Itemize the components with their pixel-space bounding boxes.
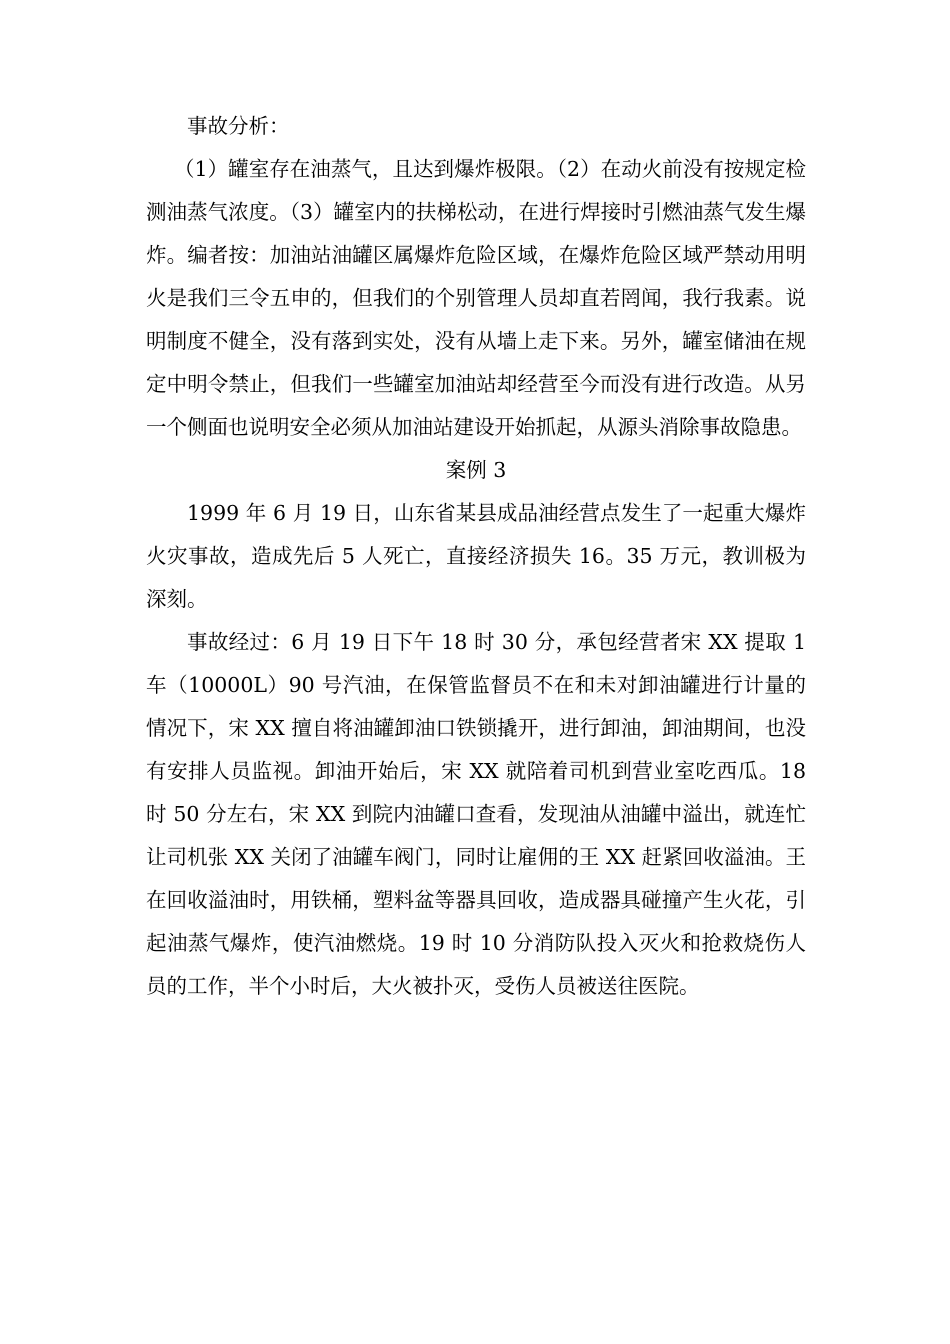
analysis-heading: 事故分析： [187, 114, 290, 138]
case-title: 案例 3 [445, 458, 507, 482]
analysis-body: （1）罐室存在油蒸气，且达到爆炸极限。（2）在动火前没有按规定检测油蒸气浓度。（3）罐室内的扶梯松动，在进行焊接时引燃油蒸气发生爆炸。编者按：加油站油罐区属爆炸危险区域，在爆炸危险区域严禁动用明火是我们三令五申的，但我们的个别管理人员却直若罔闻，我行我素。说明制度不健全，没有落到实处，没有从墙上走下来。另外，罐室储油在规定中明令禁止，但我们一些罐室加油站却经营至今而没有进行改造。从另一个侧面也说明安全必须从加油站建设开始抓起，从源头消除事故隐患。 [146, 157, 806, 439]
case-intro: 1999 年 6 月 19 日，山东省某县成品油经营点发生了一起重大爆炸火灾事故，造成先后 5 人死亡，直接经济损失 16。35 万元，教训极为深刻。 [146, 501, 806, 611]
case-process: 事故经过：6 月 19 日下午 18 时 30 分，承包经营者宋 XX 提取 1 车（10000L）90 号汽油，在保管监督员不在和未对卸油罐进行计量的情况下，宋 XX 擅自将油罐卸油口铁锁撬开，进行卸油，卸油期间，也没有安排人员监视。卸油开始后，宋 XX 就陪着司机到营业室吃西瓜。18 时 50 分左右，宋 XX 到院内油罐口查看，发现油从油罐中溢出，就连忙让司机张 XX 关闭了油罐车阀门，同时让雇佣的王 XX 赶紧回收溢油。王在回收溢油时，用铁桶，塑料盆等器具回收，造成器具碰撞产生火花，引起油蒸气爆炸，使汽油燃烧。19 时 10 分消防队投入灭火和抢救烧伤人员的工作，半个小时后，大火被扑灭，受伤人员被送往医院。 [146, 630, 806, 998]
document-page [146, 105, 806, 1008]
